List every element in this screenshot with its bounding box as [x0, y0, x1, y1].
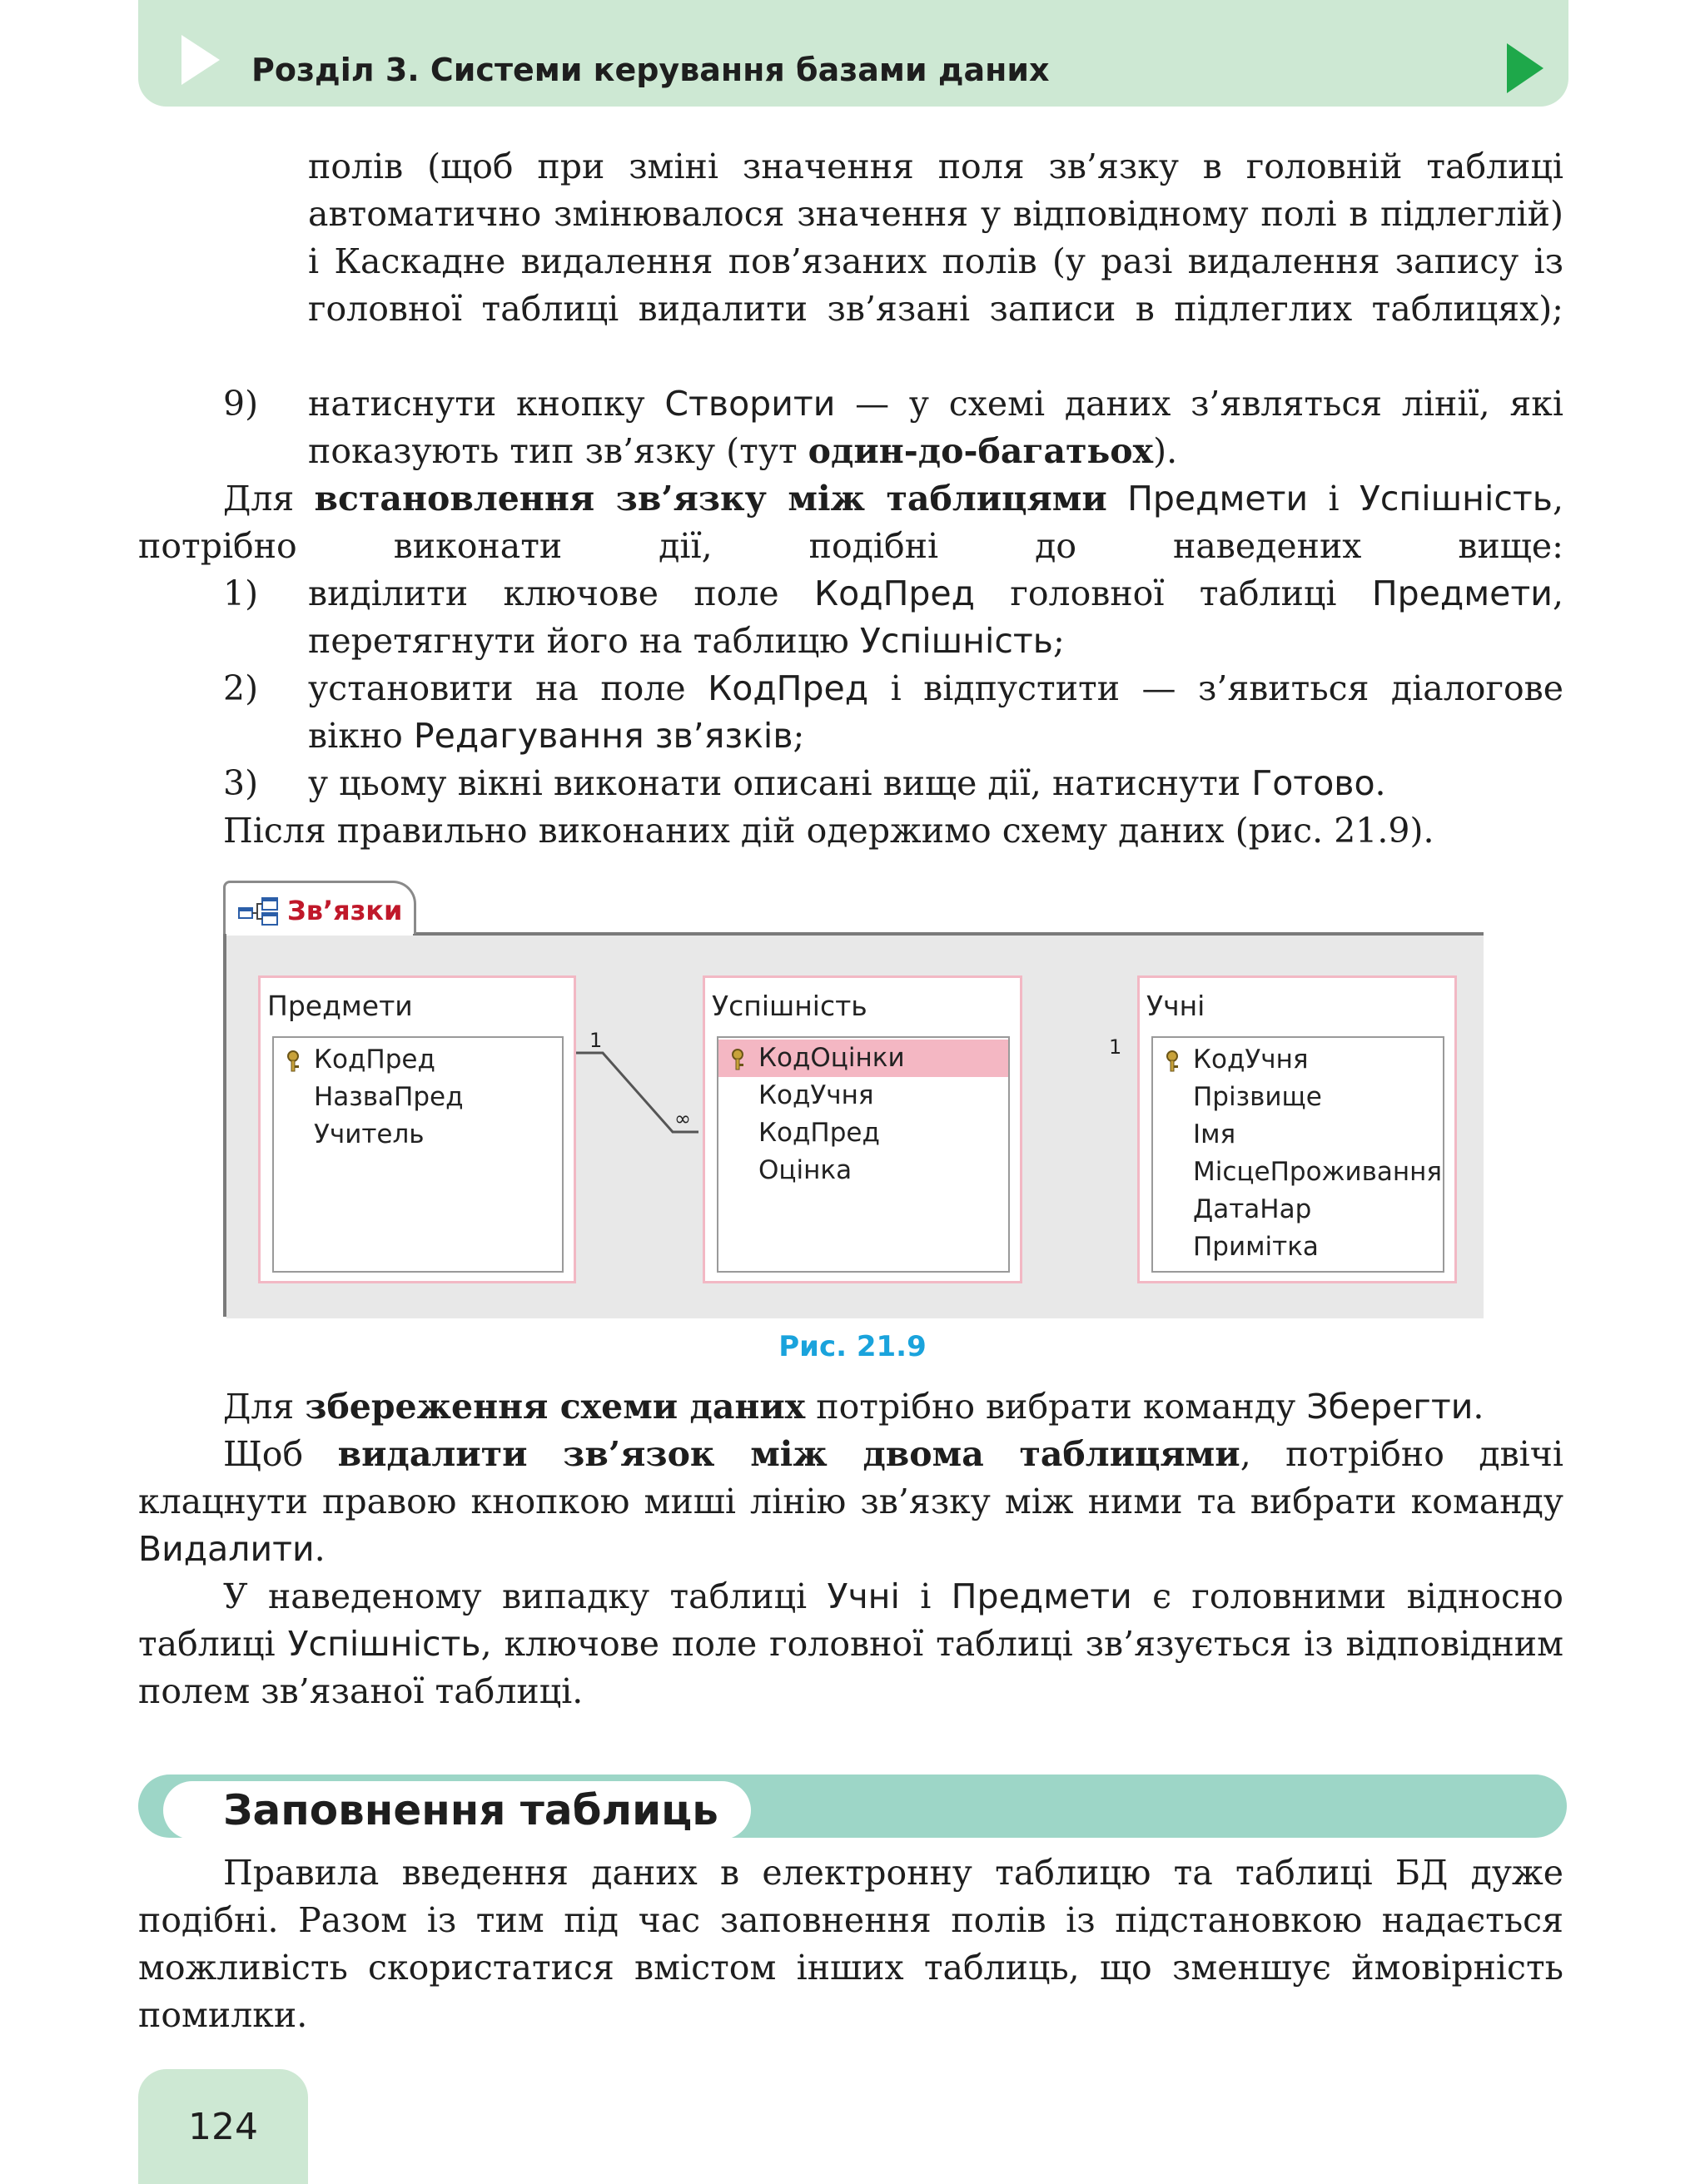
- paragraph-after-steps: Після правильно виконаних дій одержимо схему даних (рис. 21.9).: [223, 811, 1434, 851]
- list-item-2: установити на поле КодПред і відпустити — з’явиться діалогове вікно Редагування зв’язків;: [308, 668, 1563, 756]
- list-number-9: 9): [223, 384, 259, 424]
- header-arrow-right-icon: [1507, 43, 1543, 93]
- table-uchni[interactable]: [1137, 975, 1457, 1283]
- field-item[interactable]: КодУчня: [758, 1080, 874, 1110]
- figure-caption: Рис. 21.9: [778, 1330, 927, 1363]
- field-item[interactable]: Прізвище: [1193, 1082, 1322, 1112]
- tab-relationships-label: Зв’язки: [287, 895, 403, 926]
- table-predmety[interactable]: [258, 975, 576, 1283]
- relationships-figure: [223, 881, 1484, 1318]
- primary-key-icon: [728, 1048, 747, 1071]
- paragraph-filling-tables: Правила введення даних в електронну таблицю та таблиці БД дуже подібні. Разом із тим під час заповнення полів із підстановкою надається можливість скористатися вмістом інших таблиць, що зменшує ймовірність помилки.: [138, 1853, 1563, 2035]
- chapter-header: [138, 0, 1568, 107]
- table-title: Учні: [1146, 990, 1205, 1022]
- relation-one-label: 1: [1109, 1035, 1122, 1059]
- list-item-9: натиснути кнопку Створити — у схемі даних з’являться лінії, які показують тип зв’язку (тут один-до-багатьох).: [308, 384, 1563, 471]
- header-arrow-left-icon: [181, 35, 220, 85]
- field-item[interactable]: ДатаНар: [1193, 1194, 1312, 1224]
- paragraph-save-schema: Для збереження схеми даних потрібно вибрати команду Зберегти.: [223, 1387, 1484, 1427]
- field-list: [1151, 1036, 1444, 1273]
- paragraph-relations-intro: Для встановлення зв’язку між таблицями Предмети і Успішність, потрібно виконати дії, подібні до наведених вище:: [138, 479, 1563, 566]
- paragraph-continuation: полів (щоб при зміні значення поля зв’язку в головній таблиці автоматично змінювалося значення у відповідному полі в підлеглій) і Каскадне видалення пов’язаних полів (у разі видалення запису із головної таблиці видалити зв’язані записи в підлеглих таблицях);: [308, 146, 1563, 329]
- relation-many-label: ∞: [674, 1107, 691, 1130]
- list-item-1: виділити ключове поле КодПред головної таблиці Предмети, перетягнути його на таблицю Успішність;: [308, 573, 1563, 661]
- page-number-box: [138, 2069, 308, 2184]
- table-title: Предмети: [267, 990, 413, 1022]
- field-list: [717, 1036, 1010, 1273]
- page-number: 124: [188, 2106, 258, 2148]
- field-item[interactable]: МісцеПроживання: [1193, 1157, 1443, 1187]
- table-uspishnist[interactable]: [703, 975, 1022, 1283]
- list-number-2: 2): [223, 668, 259, 708]
- relation-one-label: 1: [589, 1029, 603, 1052]
- list-number-3: 3): [223, 763, 259, 803]
- primary-key-icon: [284, 1050, 302, 1073]
- field-item[interactable]: КодПред: [758, 1118, 880, 1148]
- section-title: Заповнення таблиць: [223, 1786, 718, 1834]
- field-item[interactable]: Учитель: [314, 1119, 425, 1149]
- field-item[interactable]: Оцінка: [758, 1155, 852, 1185]
- list-number-1: 1): [223, 573, 259, 613]
- field-item[interactable]: НазваПред: [314, 1082, 464, 1112]
- primary-key-icon: [1163, 1050, 1181, 1073]
- list-item-3: у цьому вікні виконати описані вище дії, натиснути Готово.: [308, 763, 1386, 803]
- table-title: Успішність: [712, 990, 867, 1022]
- paragraph-main-tables: У наведеному випадку таблиці Учні і Предмети є головними відносно таблиці Успішність, ключове поле головної таблиці зв’язується із відповідним полем зв’язаної таблиці.: [138, 1576, 1563, 1711]
- field-item[interactable]: КодПред: [274, 1041, 562, 1079]
- paragraph-delete-relation: Щоб видалити зв’язок між двома таблицями, потрібно двічі клацнути правою кнопкою миші лінію зв’язку між ними та вибрати команду Видалити.: [138, 1434, 1563, 1569]
- field-item[interactable]: Примітка: [1193, 1232, 1319, 1262]
- field-item[interactable]: КодУчня: [1153, 1041, 1443, 1079]
- field-item[interactable]: Імя: [1193, 1119, 1236, 1149]
- field-item-selected[interactable]: КодОцінки: [718, 1040, 1008, 1077]
- chapter-title: Розділ 3. Системи керування базами даних: [251, 52, 1050, 88]
- field-list: [272, 1036, 564, 1273]
